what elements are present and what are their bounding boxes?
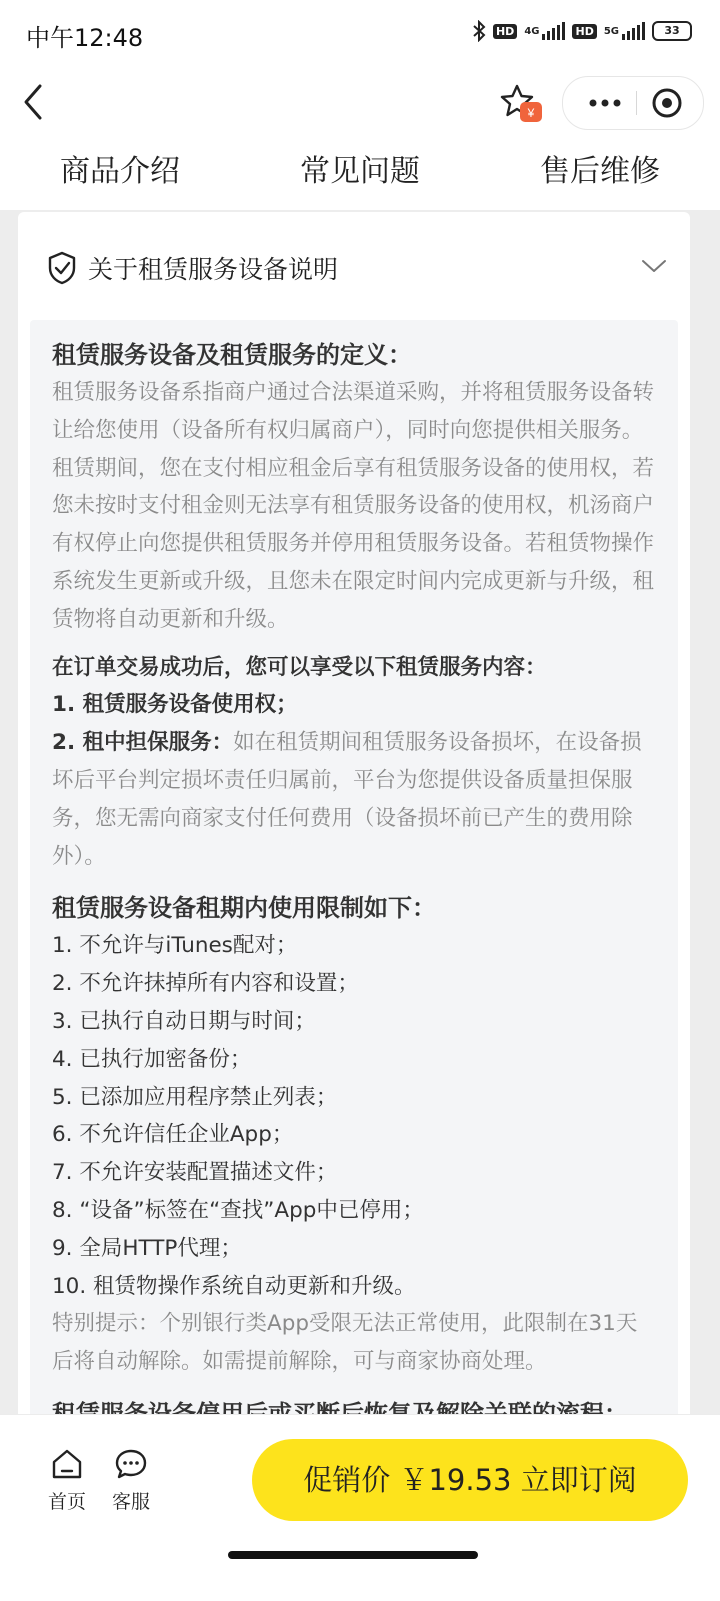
customer-service-button[interactable] xyxy=(106,1447,156,1514)
mini-program-capsule xyxy=(562,76,704,130)
hd-badge-2: HD xyxy=(572,24,596,39)
shield-icon xyxy=(46,250,78,286)
customer-service-label: 客服 xyxy=(111,1491,150,1513)
restriction-item: 7. 不允许安装配置描述文件； xyxy=(52,1160,338,1186)
network-4g-label: 4G xyxy=(524,25,540,37)
tab-faq[interactable]: 常见问题 xyxy=(300,154,420,189)
restriction-item: 4. 已执行加密备份； xyxy=(52,1046,252,1072)
restriction-item: 6. 不允许信任企业App； xyxy=(52,1122,294,1148)
restriction-item: 9. 全局HTTP代理； xyxy=(52,1235,242,1261)
signal-icon xyxy=(542,22,565,40)
status-icons xyxy=(472,20,692,42)
definition-text: 租赁服务设备系指商户通过合法渠道采购，并将租赁服务设备转让给您使用（设备所有权归属商户），同时向您提供相关服务。租赁期间，您在支付相应租金后享有租赁服务设备的使用权，若您未按时支付租金则无法享有租赁服务设备的使用权，机汤商户有权停止向您提供租赁服务并停用租赁服务设备。若租赁物操作系统发生更新或升级，且您未在限定时间内完成更新与升级，租赁物将自动更新和升级。 xyxy=(52,380,655,632)
nav-bar xyxy=(0,64,720,142)
restrictions-title: 租赁服务设备租期内使用限制如下： xyxy=(52,894,436,923)
status-bar xyxy=(0,0,720,64)
restriction-item: 2. 不允许抹掉所有内容和设置； xyxy=(52,971,359,997)
signal-icon-2 xyxy=(622,22,645,40)
service-item-2-text: 如在租赁期间租赁服务设备损坏，在设备损坏后平台判定损坏责任归属前，平台为您提供设备质量担保服务，您无需向商家支付任何费用（设备损坏前已产生的费用除外）。 xyxy=(52,730,642,869)
chat-icon xyxy=(114,1447,148,1481)
bluetooth-icon xyxy=(472,20,486,42)
service-item-1: 1. 租赁服务设备使用权； xyxy=(52,692,298,718)
card-header[interactable] xyxy=(18,212,690,320)
tab-product-intro[interactable]: 商品介绍 xyxy=(60,154,180,189)
restriction-item: 8. “设备”标签在“查找”App中已停用； xyxy=(52,1197,424,1223)
restriction-item: 5. 已添加应用程序禁止列表； xyxy=(52,1084,338,1110)
status-time: 中午12:48 xyxy=(26,24,144,52)
favorite-star-icon[interactable] xyxy=(500,82,546,126)
services-title: 在订单交易成功后，您可以享受以下租赁服务内容： xyxy=(52,654,547,680)
definition-title: 租赁服务设备及租赁服务的定义： xyxy=(52,341,412,369)
close-target-icon[interactable] xyxy=(647,85,687,121)
battery-icon: 33 xyxy=(652,21,692,41)
home-icon xyxy=(50,1447,84,1481)
hd-badge: HD xyxy=(493,24,517,39)
tab-after-sales[interactable]: 售后维修 xyxy=(540,154,660,189)
chevron-down-icon[interactable] xyxy=(640,256,668,276)
bottom-bar xyxy=(0,1414,720,1601)
card-content xyxy=(30,320,678,1462)
special-tip: 特别提示：个别银行类App受限无法正常使用，此限制在31天后将自动解除。如需提前解除，可与商家协商处理。 xyxy=(52,1311,638,1375)
service-item-2-label: 2. 租中担保服务： xyxy=(52,730,234,756)
card-title: 关于租赁服务设备说明 xyxy=(88,255,339,284)
restriction-item: 3. 已执行自动日期与时间； xyxy=(52,1008,316,1034)
restriction-item: 10. 租赁物操作系统自动更新和升级。 xyxy=(52,1273,416,1299)
capsule-divider xyxy=(636,91,637,115)
home-label: 首页 xyxy=(47,1491,86,1513)
tab-bar xyxy=(0,142,720,210)
svg-text:¥: ¥ xyxy=(527,106,535,120)
network-5g-label: 5G xyxy=(603,25,619,37)
back-icon[interactable] xyxy=(18,80,58,124)
home-indicator xyxy=(228,1551,478,1559)
subscribe-button[interactable]: 促销价 ￥19.53 立即订阅 xyxy=(252,1439,688,1521)
service-item-2 xyxy=(52,724,656,875)
restriction-item: 1. 不允许与iTunes配对； xyxy=(52,933,298,959)
home-button[interactable] xyxy=(42,1447,92,1514)
rental-info-card xyxy=(18,212,690,1462)
more-icon[interactable] xyxy=(577,85,633,121)
